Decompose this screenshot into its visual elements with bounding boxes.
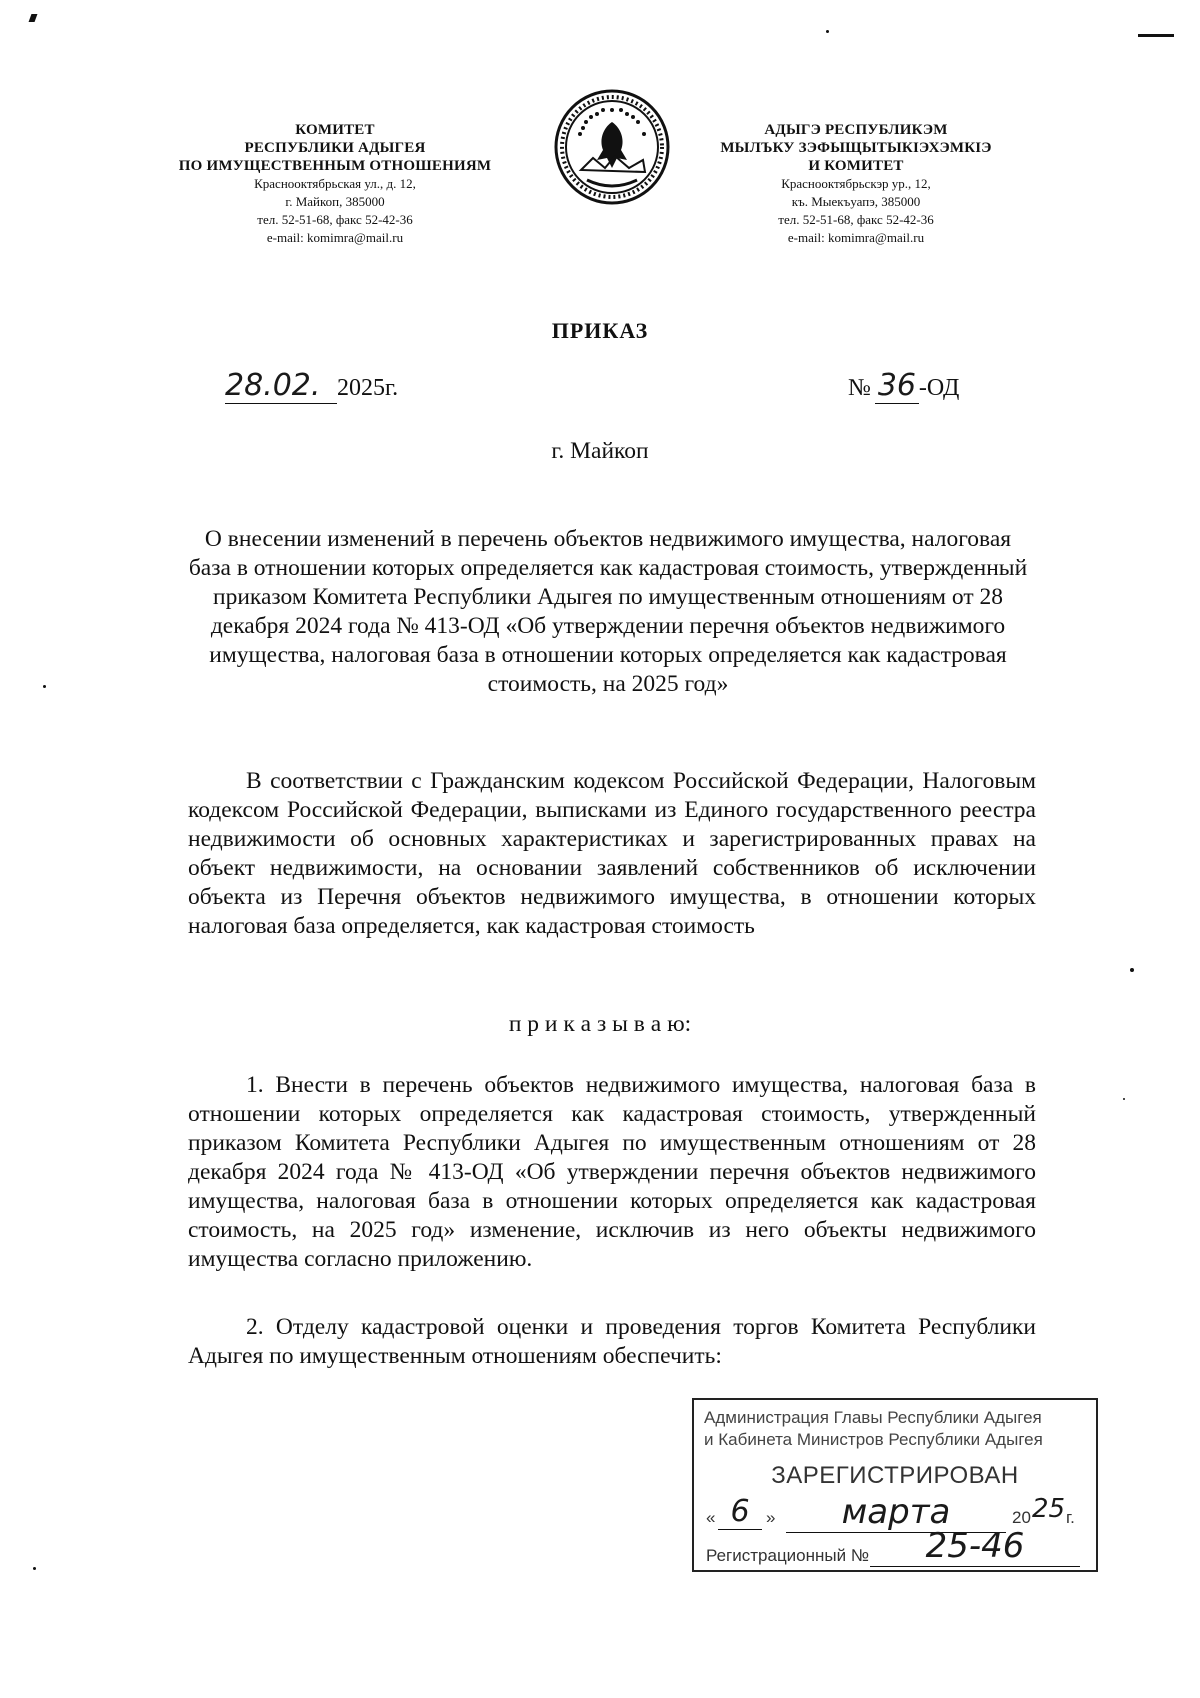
stamp-month-handwritten: марта [786,1492,1006,1533]
preamble-text: В соответствии с Гражданским кодексом Российской Федерации, Налоговым кодексом Российской Федерации, выписками из Единого государственного реестра недвижимости об основных характеристиках и зарегистрированных правах на объект недвижимости, на основании заявлений собственников об исключении объекта из Перечня объектов недвижимого имущества, в отношении которых налоговая база определяется, как кадастровая стоимость [188,768,1036,939]
org-phone: тел. 52-51-68, факс 52-42-36 [257,212,413,227]
top-right-line [1138,34,1174,37]
stamp-year-suffix: г. [1066,1508,1075,1527]
header-left [150,121,520,247]
org-address1: Краснооктябрьская ул., д. 12, [254,176,416,191]
document-subject: О внесении изменений в перечень объектов недвижимого имущества, налоговая база в отношении которых определяется как кадастровая стоимость, утвержденный приказом Комитета Республики Адыгея по имущественным отношениям от 28 декабря 2024 года № 413-ОД «Об утверждении перечня объектов недвижимого имущества, налоговая база в отношении которых определяется как кадастровая стоимость, на 2025 год» [188,526,1028,697]
org-email: e-mail: komimra@mail.ru [266,230,404,245]
scan-speck [826,30,829,33]
stamp-line1: Администрация Главы Республики Адыгея [704,1408,1042,1427]
document-date [225,368,398,404]
city: г. Майкоп [551,438,649,464]
order-item-1-text: 1. Внести в перечень объектов недвижимого имущества, налоговая база в отношении которых определяется как кадастровая стоимость, утвержденный приказом Комитета Республики Адыгея по имущественным отношениям от 28 декабря 2024 года № 413-ОД «Об утверждении перечня объектов недвижимого имущества, налоговая база в отношении которых определяется как кадастровая стоимость, на 2025 год» изменение, исключив из него объекты недвижимого имущества согласно приложению. [188,1072,1036,1272]
preamble-paragraph [188,767,1036,941]
registration-stamp [692,1398,1098,1572]
org-email-adyghe: e-mail: komimra@mail.ru [787,230,925,245]
stamp-reg-row [706,1526,1086,1566]
order-item-1 [188,1071,1036,1274]
org-phone-adyghe: тел. 52-51-68, факс 52-42-36 [778,212,934,227]
org-name-line2: РЕСПУБЛИКИ АДЫГЕЯ [244,140,426,156]
scan-speck [1130,968,1134,972]
stamp-day-handwritten: 6 [718,1494,762,1530]
stamp-open-quote: « [706,1508,716,1527]
stamp-year-prefix: 20 [1012,1508,1031,1527]
org-name-adyghe-line3: И КОМИТЕТ [808,158,904,174]
coat-of-arms-icon [553,88,671,206]
org-address2: г. Майкоп, 385000 [285,194,385,209]
stamp-reg-label: Регистрационный № [706,1546,870,1565]
document-number [848,368,959,404]
stamp-year-handwritten: 25 [1032,1494,1066,1524]
order-item-2-text: 2. Отделу кадастровой оценки и проведения торгов Комитета Республики Адыгея по имущественным отношениям обеспечить: [188,1314,1036,1369]
number-suffix: -ОД [918,375,960,401]
document-type: ПРИКАЗ [551,318,649,343]
scan-speck [43,685,46,688]
header-right [676,121,1036,247]
order-word: п р и к а з ы в а ю: [508,1011,692,1037]
stamp-status: ЗАРЕГИСТРИРОВАН [771,1462,1019,1489]
org-name-adyghe-line1: АДЫГЭ РЕСПУБЛИКЭМ [764,122,948,138]
date-year: 2025г. [337,375,399,401]
org-name-line1: КОМИТЕТ [295,122,375,138]
org-address-adyghe2: къ. Мыекъуапэ, 385000 [791,194,921,209]
order-item-2 [188,1313,1036,1371]
stamp-reg-number-handwritten: 25-46 [870,1526,1080,1567]
number-prefix: № [848,375,871,401]
corner-mark [29,14,38,22]
date-handwritten: 28.02. [225,368,337,404]
number-handwritten: 36 [875,368,919,404]
org-address-adyghe1: Краснооктябрьскэр ур., 12, [781,176,931,191]
scan-speck [33,1567,36,1570]
stamp-close-quote: » [766,1508,776,1527]
stamp-line2: и Кабинета Министров Республики Адыгея [704,1430,1043,1449]
scan-speck [1123,1098,1125,1100]
org-name-adyghe-line2: МЫЛЪКУ ЗЭФЫЩЫТЫКIЭХЭМКIЭ [720,140,992,156]
org-name-line3: ПО ИМУЩЕСТВЕННЫМ ОТНОШЕНИЯМ [178,158,492,174]
